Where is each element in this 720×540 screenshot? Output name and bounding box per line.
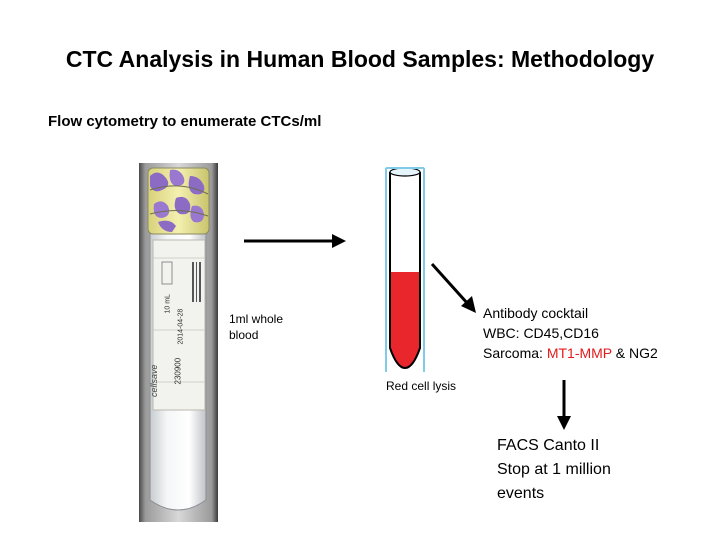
whole-blood-label bbox=[229, 311, 283, 343]
sarcoma-suffix: & NG2 bbox=[611, 345, 658, 361]
arrow-down-icon bbox=[557, 380, 571, 430]
tube-date: 2014-04-28 bbox=[177, 308, 185, 345]
tube-cap bbox=[148, 168, 209, 234]
tube-volume: 10 mL bbox=[164, 294, 172, 314]
tube-label-text bbox=[149, 246, 206, 406]
facs-line1: FACS Canto II bbox=[497, 437, 600, 454]
facs-line3: events bbox=[497, 485, 545, 502]
arrow-right-icon bbox=[244, 234, 346, 248]
whole-blood-label-line1: 1ml whole bbox=[229, 312, 284, 326]
facs-text bbox=[497, 434, 611, 506]
subtitle: Flow cytometry to enumerate CTCs/ml bbox=[48, 113, 322, 130]
red-cell-lysis-label: Red cell lysis bbox=[386, 379, 457, 393]
page-title: CTC Analysis in Human Blood Samples: Methodology bbox=[65, 46, 655, 72]
sarcoma-prefix: Sarcoma: bbox=[483, 345, 547, 361]
tube-brand: cellsave bbox=[149, 364, 159, 397]
antibody-heading: Antibody cocktail bbox=[483, 305, 589, 321]
antibody-cocktail-text bbox=[483, 303, 658, 363]
antibody-wbc-line: WBC: CD45,CD16 bbox=[483, 325, 599, 341]
arrow-diagonal-icon bbox=[432, 264, 476, 313]
lysed-tube-diagram bbox=[386, 168, 424, 372]
facs-line2: Stop at 1 million bbox=[497, 461, 611, 478]
mt1-mmp-highlight: MT1-MMP bbox=[546, 345, 612, 361]
tube-lot: 230900 bbox=[173, 357, 183, 385]
antibody-sarcoma-line bbox=[483, 343, 658, 363]
whole-blood-label-line2: blood bbox=[229, 328, 259, 342]
